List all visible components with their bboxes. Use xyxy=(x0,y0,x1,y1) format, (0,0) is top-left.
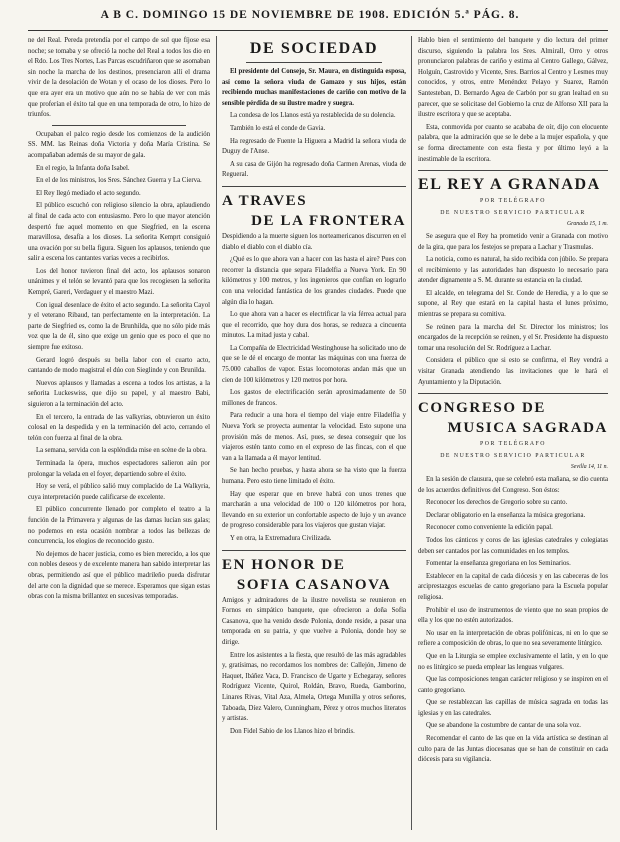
subheading: POR TELÉGRAFO xyxy=(480,441,546,448)
paragraph: Lo que ahora van a hacer es electrificar la vía férrea actual para que el recorrido, que hoy dura dos horas, se reduzca a cincuenta minutos. La mitad justa y cabal. xyxy=(222,311,406,340)
dateline: Granada 15, 1 m. xyxy=(566,221,608,228)
section-heading: MUSICA SAGRADA xyxy=(447,420,608,437)
paragraph: Que las composiciones tengan carácter religioso y se inspiren en el canto gregoriano. xyxy=(418,676,608,694)
paragraph: Se asegura que el Rey ha prometido venir a Granada con motivo de la gira, que para los festejos se prepara a Lachar y Trasmulas. xyxy=(418,232,608,251)
paragraph: El público escuchó con religioso silencio la obra, aplaudiendo al final de cada acto con entusiasmo. Pero lo que mayor atención despertó fue aquel momento en que Siegfried, en la escena maravillosa, desafía a los dioses. La señorita Kemprt consiguió una ovación por su bella figura. Siguen los aplausos, teniendo que salir a escena los cantantes varias veces a recibirlos. xyxy=(28,202,210,263)
paragraph: Reconocer como conveniente la edición papal. xyxy=(426,524,553,532)
paragraph: Que en la Liturgia se emplee exclusivamente el latín, y en lo que no es litúrgico se pueda emplear las lenguas vulgares. xyxy=(418,652,608,671)
paragraph: Los gastos de electrificación serán aproximadamente de 50 millones de francos. xyxy=(222,389,406,407)
paragraph: El presidente del Consejo, Sr. Maura, en distinguida esposa, así como la señora viuda de Gamazo y sus hijos, están recibiendo muchas manifestaciones de cariño con motivo de la sensible pérdida de su ilustre madre y suegra. xyxy=(222,68,406,107)
separator xyxy=(222,550,406,551)
column-divider xyxy=(216,36,217,830)
paragraph: Que se restablezcan las capillas de música sagrada en todas las iglesias y en las catedrales. xyxy=(418,699,608,717)
section-heading: DE LA FRONTERA xyxy=(251,212,406,229)
paragraph: Nuevos aplausos y llamadas a escena a todos los artistas, a la señorita Luckeswiss, que dijo su papel, y al maestro Babi, siguieron a la terminación del acto. xyxy=(28,379,210,408)
paragraph: Entre los asistentes a la fiesta, que resultó de las más agradables y, gratísimas, no recordamos los nombres de: Callejón, Jimeno de Haquet, Ibáñez Vaca, D. Francisco de Ugarte y Echegaray, señores Rodríguez Vicente, Quirol, Roldán, Bravo, Rueda, Gamborino, Linares Rivas, Vital Aza, Almela, Ortega Munilla y otros señores, Taboada, Díez Valero, Cunningham, Pérez y otros muchos literatos y artistas. xyxy=(222,651,406,723)
paragraph: Considera el público que si esto se confirma, el Rey vendrá a visitar Granada atendiendo las invitaciones que le hará el Ayuntamiento y la Diputación. xyxy=(418,357,608,386)
paragraph: Despidiendo a la muerte siguen los norteamericanos discurren en el diablo el diablo con el diablo cía. xyxy=(222,232,406,251)
paragraph: En el tercero, la entrada de las valkyrias, obtuvieron un éxito colosal en la despedida y en la terminación del acto, cerrando el telón con fuerza al final de la obra. xyxy=(28,413,210,442)
section-heading: SOFIA CASANOVA xyxy=(236,576,392,593)
separator xyxy=(418,170,608,171)
paragraph: Amigos y admiradores de la ilustre novelista se reunieron en Fornos en simpático banquete, que ofrecieron a doña Sofía Casanova, que ha venido desde Polonia, donde reside, a pasar una temporada en su patria, y que vuelve a Polonia, donde hoy se dirige. xyxy=(222,596,406,646)
paragraph: Gerard logró después su bella labor con el cuarto acto, cantando de modo magistral el dúo con Sieglinde y con Brunilda. xyxy=(28,356,210,375)
section-heading: DE SOCIEDAD xyxy=(249,40,379,57)
paragraph: Terminada la ópera, muchos espectadores salieron aún por prolongar la velada en el foyer, departiendo sobre el éxito. xyxy=(28,459,210,478)
subheading: POR TELÉGRAFO xyxy=(480,198,546,205)
paragraph: Que se abandone la costumbre de cantar de una sola voz. xyxy=(426,722,581,730)
paragraph: En el de los ministros, los Sres. Sánchez Guerra y La Cierva. xyxy=(36,177,202,185)
section-heading: CONGRESO DE xyxy=(418,400,547,417)
paragraph: Ha regresado de Fuente la Higuera a Madrid la señora viuda de Duguy de l'Anse. xyxy=(222,137,406,156)
paragraph: En el regio, la Infanta doña Isabel. xyxy=(36,164,130,172)
column-2 xyxy=(222,36,406,830)
dateline: Sevilla 14, 11 n. xyxy=(570,464,608,471)
paragraph: Declarar obligatorio en la enseñanza la música gregoriana. xyxy=(426,511,586,519)
paragraph: El alcalde, en telegrama del Sr. Conde de Heredia, y a lo que se supone, al Rey que estará en la capital hasta el lunes próximo, mientras se prepara su comitiva. xyxy=(418,289,608,319)
paragraph: La Compañía de Electricidad Westinghouse ha solicitado uno de que se le dé el encargo de montar las máquinas con una fuerza de 75.000 caballos de vapor. Estas locomotoras andan más que un cien de 100 kilómetros y 120 metros por hora. xyxy=(222,344,406,384)
paragraph: Recomendar el canto de las que en la vida artística se destinan al culto para de las Juntas diocesanas que se han de constituir en cada diócesis para su vigilancia. xyxy=(418,735,608,764)
paragraph: Se reúnen para la marcha del Sr. Director los ministros; los encargados de la recepción se reúnen, y el Sr. Presidente ha dispuesto tomar una resolución del Sr. Rodríguez a Lachar. xyxy=(418,323,608,352)
paragraph: Y en otra, la Extremadura Civilizada. xyxy=(230,534,332,542)
paragraph: La condesa de los Llanos está ya restablecida de su dolencia. xyxy=(230,112,396,120)
paragraph: También lo está el conde de Gavia. xyxy=(230,124,326,132)
paragraph: Reconocer los derechos de Gregorio sobre su canto. xyxy=(426,499,568,507)
paragraph: Prohibir el uso de instrumentos de viento que no sean propios de ella y los que no estén autorizados. xyxy=(418,606,608,625)
paragraph: La noticia, como es natural, ha sido recibida con júbilo. Se prepara el recibimiento y las autoridades han dispuesto lo necesario para atender dignamente a S. M. durante su estancia en la ciudad. xyxy=(418,256,608,285)
paragraph: ¿Qué es lo que ahora van a hacer con las hasta el aire? Pues con recorrer la distancia que separa Filadelfia a Nueva York. En 90 kilómetros y 100 metros, y los ingenieros que confían en lograrlo con una velocidad fantástica de los grandes ciudades. Puede que algún día lo hagan. xyxy=(222,256,406,306)
separator xyxy=(418,393,608,394)
paragraph: ne del Real. Pereda pretendía por el campo de sol que fíjose esa noche; se tomaba y se ofreció la noche del Real a todos los dio en el Rdo. Los Tres Nortes, Las Parcas escudriñaron que se asomaban sin noche la marcha de los destinos, presenciaron allí el drama vivir de la desolación de Wotan y el ocaso de los dioses. Pero lo que era ayer era un motivo que aún no se había de ver con más que proferían el éxito tal que en una temporada de otro, lo hizo de triunfos. xyxy=(28,37,210,119)
column-1 xyxy=(28,36,210,830)
paragraph: Ocupaban el palco regio desde los comienzos de la audición SS. MM. las Reinas doña Victoria y doña María Cristina. Se acompañaban además de su mayor de gala. xyxy=(28,130,210,159)
paragraph: Don Fidel Sabio de los Llanos hizo el brindis. xyxy=(230,727,355,735)
paragraph: Establecer en la capital de cada diócesis y en las cabeceras de los arciprestazgos escuelas de canto gregoriano para la Escuela popular religiosa. xyxy=(418,572,608,601)
page-header: A B C. DOMINGO 15 DE NOVIEMBRE DE 1908. EDICIÓN 5.ª PÁG. 8. xyxy=(100,9,520,21)
paragraph: Con igual desenlace de éxito el acto segundo. La señorita Cayol y el veterano Ribaud, tan perfectamente en la interpretación. La parte de Siegfried es, como la de Brunhilda, que no sólo pide más voz que la de él, sino que exige un genio que es poco el que no siempre fue exitoso. xyxy=(28,301,210,352)
separator xyxy=(52,125,186,126)
paragraph: A su casa de Gijón ha regresado doña Carmen Arenas, viuda de Regueral. xyxy=(222,160,406,179)
section-heading: A TRAVES xyxy=(222,192,308,209)
paragraph: Esta, conmovida por cuanto se acababa de oír, dijo con elocuente palabra, que la admiración que se le debe a la mujer española, y que se forma directamente con esta fiesta y por último leyó a la inestimable de la escritora. xyxy=(418,123,608,163)
column-3 xyxy=(418,36,608,830)
paragraph: Hoy se verá, el público salió muy complacido de La Walkyria, cuya interpretación puede calificarse de excelente. xyxy=(28,483,210,501)
paragraph: No usar en la interpretación de obras polifónicas, ni en lo que se refiere a composición de obras, lo que no sea severamente litúrgico. xyxy=(418,629,608,648)
paragraph: En la sesión de clausura, que se celebró esta mañana, se dio cuenta de los acuerdos definitivos del Congreso. Son éstos: xyxy=(418,476,608,494)
column-divider xyxy=(411,36,412,830)
paragraph: El Rey llegó mediado el acto segundo. xyxy=(36,189,141,197)
paragraph: Hay que esperar que en breve habrá con unos trenes que marcharán a una velocidad de 100 o 120 kilómetros por hora, llevando en su exterior un confortable aspecto de lujo y un avance de progreso considerable para los viajeros que gustan viajar. xyxy=(222,490,406,530)
separator xyxy=(246,62,382,63)
paragraph: El público concurrente llenado por completo el teatro a la función de la Primavera y algunas de las damas lucían sus galas; no podemos en esta ocasión nombrar a todos las bellezas de concurrencia, los elogios de reconocido gusto. xyxy=(28,506,210,546)
paragraph: No dejemos de hacer justicia, como es bien merecido, a los que con nobles deseos y de excelente manera han sabido interpretar las obras, permitiendo así que el público madrileño pueda disfrutar del arte con la dignidad que se merece. Esperamos que sigan estas obras con la misma brillantez en sucesivas temporadas. xyxy=(28,550,210,601)
paragraph: La semana, servida con la espléndida mise en scène de la obra. xyxy=(36,447,207,455)
section-heading: EN HONOR DE xyxy=(222,556,346,573)
separator xyxy=(222,186,406,187)
subheading: DE NUESTRO SERVICIO PARTICULAR xyxy=(440,209,586,216)
subheading: DE NUESTRO SERVICIO PARTICULAR xyxy=(440,452,586,459)
paragraph: Fomentar la enseñanza gregoriana en los Seminarios. xyxy=(426,560,571,568)
paragraph: Se han hecho pruebas, y hasta ahora se ha visto que la fuerza humana. Pero esto tiene limitado el éxito. xyxy=(222,467,406,485)
paragraph: Hablo bien el sentimiento del banquete y dio lectura del primer discurso, siguiendo la palabra los Sres. Almirall, Orro y otros pronunciaron palabras de cariño y estima al Centro Gallego, Gálvez, Holguín, Castrovido y Vicente, Sres. Barrios al Centro y Lesmes muy conocidos, y otros, entre Menéndez Pelayo y Suarez, Ramón Santesteban, D. Bernardo Agea de Carbón por su gran lealtad en su parecer, que se solicitase del Gobierno la cruz de Alfonso XII para la ilustre escritora y que se aceptaba. xyxy=(418,37,608,119)
header-rule xyxy=(28,30,608,31)
paragraph: Para reducir a una hora el tiempo del viaje entre Filadelfia y Nueva York se proyecta aumentar la velocidad. Esto supone una provisión más de menos. Así, pues, se desea conseguir que los viajeros estén tanto como en el expreso de las fincas, con el que van a la llamada a él mayor lentitud. xyxy=(222,412,406,462)
section-heading: EL REY A GRANADA xyxy=(418,176,601,194)
paragraph: Los del honor tuvieron final del acto, los aplausos sonaron unánimes y el telón se levantó para que los recogiesen la señorita Kempré, Gareri, Verdaguer y el maestro Mazi. xyxy=(28,267,210,297)
paragraph: Todos los cánticos y coros de las iglesias catedrales y colegiatas deben ser cantados por las comunidades en los templos. xyxy=(418,536,608,555)
